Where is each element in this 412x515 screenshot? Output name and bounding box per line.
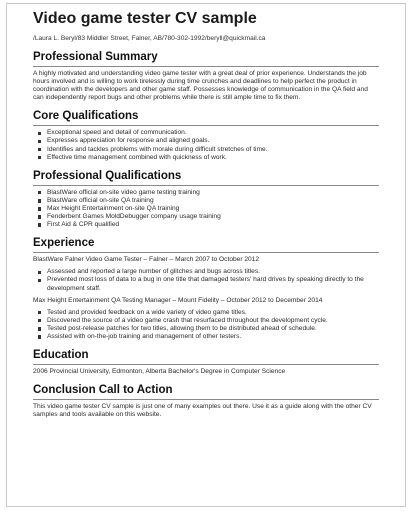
section-heading-experience: Experience — [33, 237, 95, 250]
section-heading-core: Core Qualifications — [33, 110, 139, 123]
conclusion-text: This video game tester CV sample is just one of many examples out there. Use it as a guide along with the other CV samples and tools available on this website. — [33, 403, 372, 419]
list-item: BlastWare official on-site video game testing training — [47, 189, 379, 197]
list-item: Assisted with on-the-job training and management of other testers. — [47, 333, 379, 341]
section-divider — [33, 252, 379, 253]
professional-list — [33, 189, 379, 229]
section-divider — [33, 185, 379, 186]
cv-page — [6, 3, 406, 507]
job-title: Max Height Entertainment QA Testing Manager – Mount Fidelity – October 2012 to December 2014 — [33, 296, 323, 304]
list-item: Discovered the source of a video game crash that resurfaced throughout the development cycle. — [47, 317, 379, 325]
list-item: Effective time management combined with quickness of work. — [47, 154, 379, 162]
education-text: 2006 Provincial University, Edmonton, Alberta Bachelor's Degree in Computer Science — [33, 368, 286, 376]
job-title: BlastWare Falner Video Game Tester – Falner – March 2007 to October 2012 — [33, 256, 260, 264]
job-duties-list — [33, 268, 379, 292]
job-duties-list — [33, 309, 379, 341]
section-heading-summary: Professional Summary — [33, 51, 158, 63]
page-title: Video game tester CV sample — [33, 10, 257, 27]
contact-line: /Laura L. Beryl/83 Middler Street, Falner, AB/780-302-1992/beryll@quickmail.ca — [33, 35, 266, 42]
section-heading-conclusion: Conclusion Call to Action — [33, 384, 173, 397]
section-divider — [33, 399, 379, 400]
list-item: Identifies and tackles problems with morale during difficult stretches of time. — [47, 146, 379, 154]
section-heading-professional: Professional Qualifications — [33, 169, 182, 182]
list-item: Expresses appreciation for response and aligned goals. — [47, 137, 379, 145]
list-item: First Aid & CPR qualified — [47, 221, 379, 229]
list-item: Assessed and reported a large number of glitches and bugs across titles. — [47, 268, 379, 276]
section-divider — [33, 125, 379, 126]
section-heading-education: Education — [33, 349, 89, 362]
summary-text: A highly motivated and understanding video game tester with a great deal of prior experience. Understands the job hours involved and is willing to work tirelessly during time crunches and deadlines to help perfect the product in coordination with the developers and other game staff. Possesses knowledge of communication in the QA field and can independently report bugs and other problems while there is still ample time to fix them. — [33, 70, 368, 102]
list-item: Tested post-release patches for two titles, allowing them to be distributed ahead of schedule. — [47, 325, 379, 333]
list-item: BlastWare official on-site QA training — [47, 197, 379, 205]
list-item: Fenderbent Games MoldDebugger company usage training — [47, 213, 379, 221]
core-list — [33, 129, 379, 161]
section-divider — [33, 364, 379, 365]
section-divider — [33, 66, 379, 67]
list-item: Exceptional speed and detail of communication. — [47, 129, 379, 137]
list-item: Max Height Entertainment on-site QA training — [47, 205, 379, 213]
list-item: Prevented most loss of data to a bug in one title that damaged testers' hard drives by speaking directly to the development staff. — [47, 276, 379, 292]
list-item: Tested and provided feedback on a wide variety of video game titles. — [47, 309, 379, 317]
